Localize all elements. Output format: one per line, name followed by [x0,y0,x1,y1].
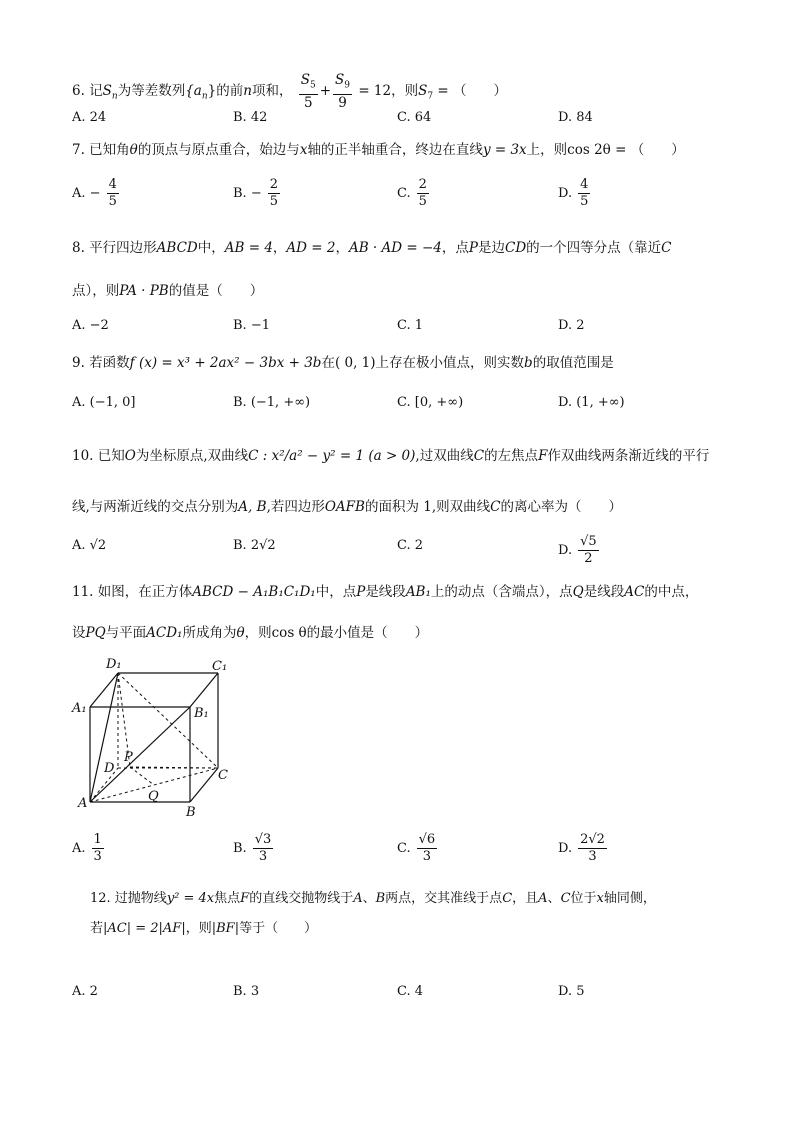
q11-d-label: D. [558,841,573,856]
q8-text-b: 中， [197,240,225,256]
q12-text-h: 位于 [570,891,597,906]
q6-s5: S [300,72,310,88]
q11-option-c[interactable] [397,832,439,865]
q7-b-num: 2 [269,177,279,192]
q6-n: n [243,82,252,99]
q10-o: O [124,448,136,464]
label-b: B [186,805,196,820]
q8-dot: AB · AD = −4 [348,240,442,256]
q7-d-den: 5 [580,194,589,209]
q7-a-sign: − [89,186,101,201]
q6-s9-den: 9 [338,94,347,111]
q11-b-num: √3 [254,832,272,847]
q7-b-sign: − [250,186,262,201]
q8-text-d: ， [335,240,349,256]
q10-option-d[interactable] [558,534,601,567]
q7-options [72,177,752,217]
q8-text-e: ，点 [441,240,469,256]
q8-options [72,318,752,340]
q6-s5-sub: 5 [310,80,316,91]
q10-f: F [538,448,548,464]
q11-ac: AC [624,584,645,600]
q11-d-num: 2√2 [580,832,605,847]
q12-text-k: ，则 [185,921,212,936]
q7-x: x [299,142,308,158]
q6-s7: S [418,82,428,99]
q12-b: B [375,891,386,906]
q10-text-f: 线,与两渐近线的交点分别为 [72,499,239,515]
q8-text-f: 是边 [477,240,505,256]
q6-s7-sub: 7 [427,91,434,102]
question-11-line-2 [72,623,428,643]
q9-fx: f (x) = x³ + 2ax² − 3bx + 3b [129,355,322,371]
q7-a-den: 5 [108,194,117,209]
q8-text-c: ， [272,240,287,256]
label-c: C [218,768,228,783]
q8-option-b[interactable]: B. −1 [233,318,270,333]
question-12-line-1 [90,889,656,909]
question-8-line-1 [72,238,671,258]
q11-text-k: 的最小值是（ ） [306,625,429,641]
label-b1: B₁ [194,706,209,721]
q8-ad: AD = 2 [286,240,336,256]
q6-option-c[interactable]: C. 64 [397,110,432,125]
q8-abcd: ABCD [156,240,198,256]
q10-text-c: ,过双曲线 [415,448,474,464]
q9-option-c[interactable]: C. [0, +∞) [397,395,464,410]
q11-a-num: 1 [93,832,102,847]
question-12-line-2 [90,919,317,939]
q8-text-h: 点），则 [72,283,120,299]
label-d: D [104,761,115,776]
q7-c-den: 5 [418,194,427,209]
q11-text-f: 的中点， [644,584,699,600]
q10-c2: C [490,499,501,515]
q9-option-a[interactable]: A. (−1, 0] [72,395,136,410]
q10-text-g: ,若四边形 [266,499,325,515]
q9-option-b[interactable]: B. (−1, +∞) [233,395,311,410]
q11-text-h: 与平面 [105,625,147,641]
q6-s9: S [335,72,345,88]
q7-option-c[interactable] [397,177,431,210]
q12-text-f: ，且 [512,891,539,906]
q6-s5-den: 5 [303,94,313,111]
edge-bc [190,768,218,802]
q6-options [72,110,752,132]
q7-option-b[interactable] [233,177,282,210]
q6-text-1: 为等差数列 [117,82,186,99]
q11-pq: PQ [85,625,106,641]
q10-d-den: 2 [584,551,593,566]
q7-a-label: A. [72,186,86,201]
q7-c-num: 2 [418,177,427,192]
q9-interval: ( 0, 1) [334,355,376,371]
q7-option-d[interactable] [558,177,592,210]
q12-text-l: 等于（ ） [239,921,318,936]
q8-ab: AB = 4 [224,240,273,256]
label-a: A [78,796,88,811]
q10-text-i: 的离心率为（ ） [500,499,622,515]
q12-c2: C [560,891,571,906]
label-d1: D₁ [106,657,122,672]
q10-option-b[interactable]: B. 2√2 [233,538,276,553]
q12-text-i: 轴同侧， [603,891,656,906]
q11-option-b[interactable] [233,832,275,865]
q6-sn-sub: n [111,91,118,102]
q7-line: y = 3x [482,142,527,158]
q6-text-4: ，则 [391,82,419,99]
q7-d-num: 4 [580,177,589,192]
q12-abs: |AC| = 2|AF| [103,921,186,936]
q11-theta: θ [236,625,245,641]
q12-bf: |BF| [211,921,240,936]
q11-c-label: C. [397,841,411,856]
q12-text-e: 两点，交其准线于点 [385,891,503,906]
q9-text-3: 的取值范围是 [532,355,614,371]
question-9 [72,353,614,373]
q10-oafb: OAFB [324,499,365,515]
q11-options [72,832,752,872]
q6-option-d[interactable]: D. 84 [558,110,593,125]
q7-text-1: 的顶点与原点重合，始边与 [137,142,300,158]
q11-text-j: ，则 [244,625,272,641]
question-10-line-1 [72,446,709,466]
q12-text-a: 12. 过抛物线 [90,891,167,906]
q11-d-den: 3 [588,849,597,864]
q6-frac-s9 [333,72,352,111]
q7-text-4: = （ ） [610,142,685,158]
q11-c-num: √6 [418,832,436,847]
q12-text-g: 、 [547,891,561,906]
question-8-line-2 [72,281,263,301]
q11-c-den: 3 [422,849,432,864]
q7-text-2: 轴的正半轴重合，终边在直线 [307,142,483,158]
q8-option-a[interactable]: A. −2 [72,318,109,333]
q11-a-den: 3 [93,849,102,864]
segment-ab1 [90,707,190,802]
q8-cd: CD [504,240,527,256]
q6-option-a[interactable]: A. 24 [72,110,107,125]
q11-option-d[interactable] [558,832,609,865]
edge-b1c1 [190,673,218,707]
q12-options [72,984,752,1006]
q11-text-d: 上的动点（含端点），点 [430,584,573,600]
q10-hyperbola: C : x²/a² − y² = 1 (a > 0) [248,448,416,464]
label-a1: A₁ [72,701,87,716]
q6-an-sub: n [201,91,208,102]
q8-text-a: 8. 平行四边形 [72,240,157,256]
q10-option-c[interactable]: C. 2 [397,538,424,553]
question-11-line-1 [72,582,698,602]
label-p: P [124,750,133,765]
q9-text-1: 在 [321,355,335,371]
question-7 [72,140,685,160]
segment-ad1 [90,673,118,802]
question-10-line-2 [72,497,622,517]
q7-d-label: D. [558,186,573,201]
q12-c: C [502,891,513,906]
q11-option-a[interactable] [72,832,106,865]
q10-ab: A, B [238,499,267,515]
q11-text-i: 所成角为 [182,625,237,641]
q9-lead: 9. 若函数 [72,355,130,371]
q7-lead: 7. 已知角 [72,142,130,158]
q6-text-5: = （ ） [433,82,507,99]
q12-option-d[interactable]: D. 5 [558,984,585,999]
q10-option-a[interactable]: A. √2 [72,538,107,553]
q6-s9-sub: 9 [344,80,351,91]
q11-text-c: 是线段 [365,584,406,600]
q7-option-a[interactable] [72,177,121,210]
label-q: Q [148,789,159,804]
q10-options [72,534,752,570]
q10-text-b: 为坐标原点,双曲线 [135,448,249,464]
q11-p: P [356,584,366,600]
q10-text-h: 的面积为 1,则双曲线 [364,499,491,515]
q12-text-j: 若 [90,921,104,936]
q10-d-label: D. [558,543,573,558]
q6-an: {a [185,82,202,99]
q11-b-den: 3 [258,849,268,864]
q7-text-3: 上，则 [526,142,568,158]
q8-option-c[interactable]: C. 1 [397,318,424,333]
q10-d-num: √5 [580,534,597,549]
q12-option-a[interactable]: A. 2 [72,984,98,999]
q12-text-b: 焦点 [214,891,241,906]
q11-text-a: 11. 如图，在正方体 [72,584,193,600]
q8-c: C [661,240,672,256]
q8-text-g: 的一个四等分点（靠近 [526,240,662,256]
q12-text-d: 、 [362,891,376,906]
q8-p: P [468,240,478,256]
q11-cos: cos θ [271,625,307,641]
q9-b: b [524,355,533,371]
q12-a: A [353,891,363,906]
q7-b-den: 5 [269,194,279,209]
q8-papb: PA · PB [119,283,169,299]
q7-cos2: cos 2θ [567,142,611,158]
q10-text-a: 10. 已知 [72,448,125,464]
q11-q: Q [572,584,584,600]
q7-b-label: B. [233,186,247,201]
q6-frac-s5 [299,72,318,111]
q7-a-num: 4 [108,177,117,192]
q11-a-label: A. [72,841,86,856]
label-c1: C₁ [212,659,228,674]
q12-f: F [240,891,250,906]
q10-text-d: 的左焦点 [484,448,539,464]
q12-x: x [596,891,604,906]
q6-eq: = 12 [354,82,392,99]
q6-text-2: 的前 [216,82,244,99]
q6-option-b[interactable]: B. 42 [233,110,268,125]
q11-text-g: 设 [72,625,86,641]
q9-text-2: 上存在极小值点，则实数 [375,355,525,371]
q8-text-i: 的值是（ ） [168,283,264,299]
q8-option-d[interactable]: D. 2 [558,318,585,333]
hidden-segment-pq [130,767,154,785]
question-6: 6. 记$S_n$为等差数列$\{a_n\}$的前n项和， $\frac{S_5}{5}$ + $\frac{S_9}{9}$ = 12，则$S_7$ = （ ） [72,72,507,111]
q9-options [72,395,752,417]
q12-a2: A [538,891,548,906]
q6-sn: S [102,82,112,99]
q12-option-b[interactable]: B. 3 [233,984,260,999]
q11-text-b: 中，点 [315,584,357,600]
q12-option-c[interactable]: C. 4 [397,984,424,999]
q11-acd1: ACD₁ [146,625,183,641]
q6-an-close: } [207,82,217,99]
q7-c-label: C. [397,186,411,201]
q10-text-e: 作双曲线两条渐近线的平行 [547,448,710,464]
q11-cube: ABCD − A₁B₁C₁D₁ [192,584,316,600]
q7-theta: θ [129,142,138,158]
q6-text-3: 项和， [251,82,293,99]
q11-text-e: 是线段 [583,584,625,600]
q12-text-c: 的直线交抛物线于 [249,891,354,906]
cube-figure [70,650,240,822]
q12-parabola: y² = 4x [166,891,215,906]
q9-option-d[interactable]: D. (1, +∞) [558,395,625,410]
q10-c: C [473,448,485,464]
q11-ab1: AB₁ [405,584,431,600]
q11-b-label: B. [233,841,247,856]
q6-lead: 6. 记 [72,82,103,99]
